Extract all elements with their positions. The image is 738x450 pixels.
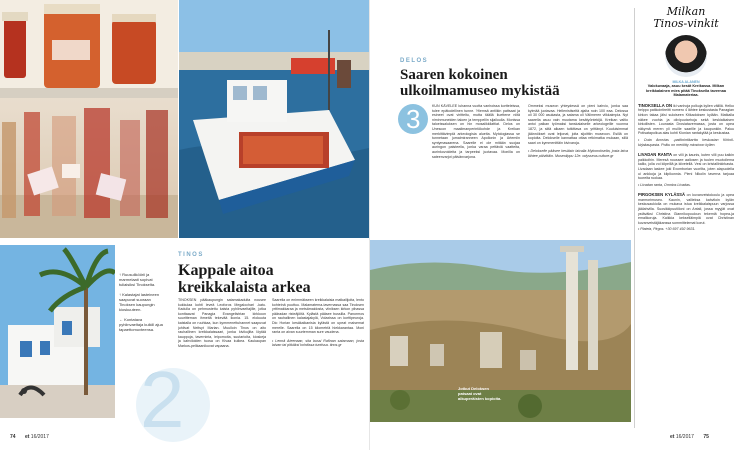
left-body-col2 <box>272 298 364 348</box>
photo-captions <box>119 272 167 332</box>
sidebar-title-line1: Milkan <box>666 5 706 18</box>
left-page-number: 74 <box>10 434 16 440</box>
tip-2-body: on kuvanveistokoulu ja upea marmorimuseo. Kaunin, vallieksa kahviloin kylän keskusaukiolla on mukava istua kreikkalaispuun varjossa jäälahvilla. Suosikkipuutiiloni on Antali, jossa myyjät ovat ystäväksi Christina Giannikopouloun tekemiä hopea-ja emalikoruja. Kaikkia kekseliäimpiä ovat Christinan kuvanveistäjäkanssa sommittelemat korut. <box>638 193 734 225</box>
section-number-3: 3 <box>406 104 421 134</box>
author-desc: Valokuvaaja, asuu kesät Kreikassa. Milkan kreikkalainen mies pitää Tinoksella tavernaa Malamateriaa. <box>646 84 726 98</box>
right-mag-name: et <box>670 434 675 440</box>
right-page-number: 75 <box>703 434 709 440</box>
left-col2-note: • Lennä Ateenaan, sita bussi Rafinan satamaan, josta laivan tai pitkäksi kohdissa tuntissa. tinos.gr <box>272 338 364 348</box>
right-kicker: DELOS <box>400 58 429 64</box>
caption-jars: ↑ Ruusuliköörii ja marmelaati sopivat tuliaisiksi Tinokselta. <box>119 272 156 287</box>
tip-0-head: TINOKSELLA ON <box>638 102 673 108</box>
right-body-col2 <box>528 104 628 159</box>
sidebar-title <box>638 6 734 30</box>
ruins-caption <box>458 386 502 401</box>
palm-illustration <box>0 245 115 418</box>
photo-jars <box>0 0 178 238</box>
left-headline <box>178 262 368 296</box>
left-issue: 16/2017 <box>30 434 49 440</box>
ruins-caption-text: Jotkut Deloksen patsaat ovat alkuperäisten kopioita. <box>458 386 502 401</box>
author-name: MILKA ALANEN <box>672 80 700 84</box>
right-issue: 16/2017 <box>675 434 694 440</box>
left-mag-name: et <box>24 434 30 440</box>
right-body-col1: KUN KÄVELEE luhanna vuotta vanhoissa kortteleissa, tulee epätodellinen tunne. 'Hiemsä antiikin pattsaat ja esineet ovat viritteltu, mutta täällä iluettene niitä niminmuneiden taloen ja temppeliin sijailoulla. Monissa taloeissaluksen on hin mosaiikkilattiat. Delos on Unescon maailmanperintökohde ja Kreikan merkittävimpiä arkeologisia alueita. Mytologiassa se tunnetaan jumalmiranneen Apollonin ja Artemiin syntymasaarena. Saarelle ei ole mitään suojaa auringon paisteella, jonka varaa pettäviä vaatteita, aurinkovoideita ja tarpeeksi juotavaa. Monilla on sateenvarjot päivänvarjona. <box>432 104 520 159</box>
tip-0-note: • Outa Anovias -patikointikartta keskustan Kirkoli-kirjakaupasta. Polku on merkitty miostoon kylien. <box>638 137 734 147</box>
boat-illustration <box>179 0 369 238</box>
left-headline-line1: Kappale aitoa <box>178 262 274 279</box>
tip-1-note: • Livadan ranta, Omnios Livadas. <box>638 182 691 187</box>
left-col2-text: Saarella on enimmäkseen kreikkalaisia matkailijoita, lento kohteinä puuttuu. Malamaterna-tavernassa saa Tinoksen yrttimakkaraa ja metsämaidosta, viiniksen kirkon pihassa pääradan risteäjöitä. Kylästä pääsee bussilla. Panormos on rauhallinen kalastajakylä, Volaxissa on korttipeuroja. Dio Horian kesäkaikanisia kylästä on upeat maisemat merelle. Saarella on 15 kilometriä hiekkarantaa. Moni ranta on aivan suurtemman sure vaudena. <box>272 298 364 335</box>
right-headline-line1: Saaren kokoinen <box>400 67 508 83</box>
right-col2-note: • Delokselle pääsee kesäisin laivalla Mykonokselta, josta laiva lähtee päivittäin. Museolippu 12e. odysseus.culture.gr <box>528 149 628 158</box>
right-col2-text: Ommeksi museon yhteydessä on pieni kahvio, jonka saa kylmää juotavaa. Hellenistiseltä ajalta noin 100 eaa. Delossa oli 30 000 asukasta, ja satama oli Välimeren vilkkaimpia. Nyt saarella asuu vain muutama kesätyöntekijä. Kreikan valtio antoi paikan työmaksi tanskalaiselle arkeologeille vuonna 1872, ja siitä alkaen tutkittava on yrittänyt. Kuuluisimmat jäännökset ovat leijonat, joita sijoittiin museoon. Esillä on kopioita. Delokselle kannattaa ottaa retkimatka mukaan, sillä saari on kymmenittäin kivivaroja. <box>528 104 628 145</box>
tip-block-0 <box>638 104 734 147</box>
left-folio <box>10 434 49 440</box>
tip-1-head: LIVADAN RANTA <box>638 152 673 158</box>
tip-block-2 <box>638 193 734 232</box>
right-folio <box>670 434 709 440</box>
sidebar-divider <box>634 8 635 428</box>
tips-sidebar <box>638 6 734 232</box>
right-headline <box>400 67 630 99</box>
tip-2-note: • Plateia, Pirgos. +30 697 492 9631. <box>638 227 696 232</box>
photo-boat <box>179 0 369 238</box>
tip-1-body: on villi ja kaunis, kuten villi puu kaikin paikkoihin. Meresä noussee aallosen ja tuulen muotoilema kallio, jolla voi kiipeillä ja kiivetellä. Vesi on kristallinkirkasta. Livadaan laskee joki Exomborian vuorilta, joten alapuolella ui ankkoja ja kilpikonnia. Pieni Nikolin taverna tarjoaa tuoreita ruokaa. <box>638 153 734 181</box>
caption-fishermen: ↑ Kalastajat lasteineen saapuvat suoraan Tinoksen kaupungin kioskuuteen. <box>119 292 160 312</box>
photo-palm-village <box>0 245 115 418</box>
left-body-col1: TINOKSEN pääkaupungin satamakadulta nousee kukkulaa kohti leveä Leoforos Megalochari -katu. Kadulla on pehmustettu kaista pyhiinvaeltajille, jotka konttaavat Panagia Evangelistrian kirkkoon suuritteman ihmeitä tekevää ikonia. 15. elokuuta kaistalla on ruuhkaa, kun kymmenettuhannet saapuvat juhlivat Neitsyt Marian. Muulloin Tinos on aito rauhallinen kreikkalaissaari, jonka kivikujilta löytää kauppoja, taverninta, leipomoita, suutarioita, kioskeja ja kahviloiden tuosa on Kivaa kulkea. Kaukaupan Markos-pelikaanikuvat vapaana. <box>178 298 266 348</box>
caption-pilgrim: ← Kontatava pyhiinvaeltaja kulkill ajua tapaettomuvteensa. <box>119 317 163 332</box>
left-kicker: TINOS <box>178 252 204 258</box>
right-page <box>370 0 738 450</box>
jars-illustration <box>0 0 178 238</box>
tip-0-body: iki vanhoja polkuja kylien välillä. Helko helppo patikointireitti numero 4 lähtee keskustasta Panagian kirkon takaa jälsi suloiseen Ktikadoksen kylään. Matkalla näkee vuohia ja olivipuutarhoja sekä keskiaikaisen kirkollisten. Lounasta Drosiatavernassa, josta on upea näkymä meren yli muille saarille ja kaupunkiin. Paluu Potisatapolkua alas kohti Kionian rantakylää ja keskustaa. <box>638 103 734 136</box>
left-headline-line2: kreikkalaista arkea <box>178 279 311 296</box>
author-avatar <box>665 35 707 77</box>
tip-block-1 <box>638 153 734 187</box>
sidebar-title-line2: Tinos-vinkit <box>653 17 719 30</box>
tip-2-head: PIRGOKSEN KYLÄSSÄ <box>638 192 685 198</box>
right-headline-line2: ulkoilmamuseo mykistää <box>400 83 560 99</box>
